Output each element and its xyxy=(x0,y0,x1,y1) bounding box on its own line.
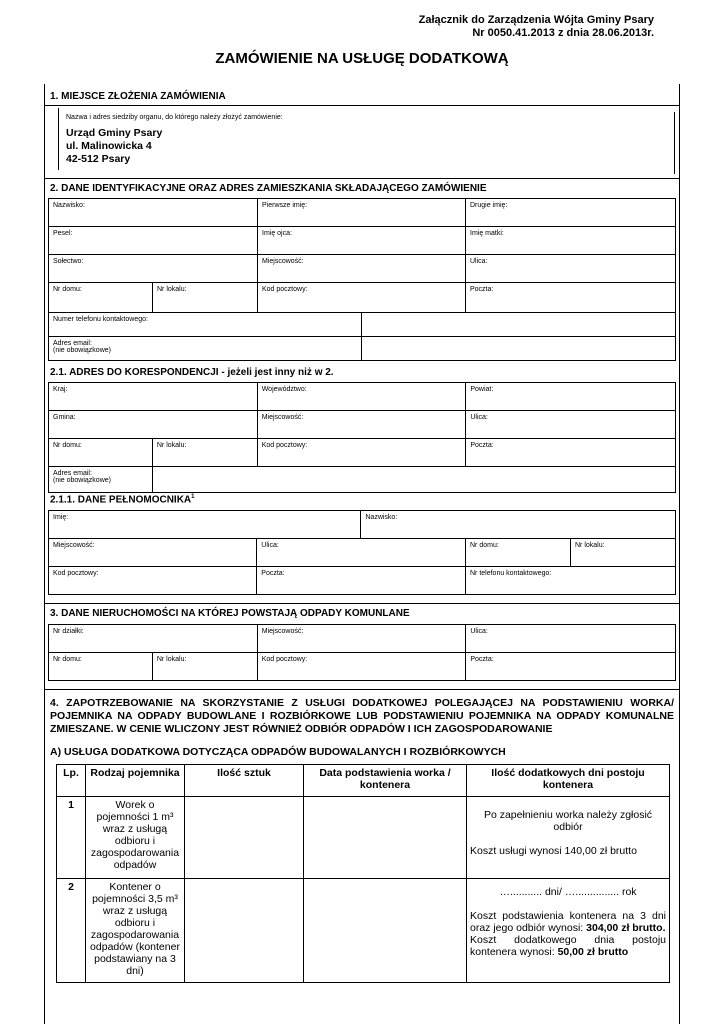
office-name: Urząd Gminy Psary xyxy=(66,127,163,139)
field-label: Gmina: xyxy=(53,414,76,421)
section-4a-title: A) USŁUGA DODATKOWA DOTYCZĄCA ODPADÓW BUDOWALANYCH I ROZBIÓRKOWYCH xyxy=(50,746,506,758)
field-ulica[interactable] xyxy=(466,625,676,653)
label-email xyxy=(49,337,362,361)
field-label: Województwo: xyxy=(261,386,307,393)
field-solectwo[interactable] xyxy=(49,255,258,283)
divider xyxy=(44,689,679,690)
field-label: Kod pocztowy: xyxy=(261,656,308,663)
field-label: Nazwisko: xyxy=(53,202,85,209)
divider xyxy=(44,178,679,179)
field-label: Miejscowość: xyxy=(261,628,304,635)
attachment-line-2: Nr 0050.41.2013 z dnia 28.06.2013r. xyxy=(472,27,654,39)
field-poczta[interactable] xyxy=(466,439,676,467)
field-label: Ulica: xyxy=(470,414,488,421)
field-label: Poczta: xyxy=(470,656,494,663)
section-3-title: 3. DANE NIERUCHOMOŚCI NA KTÓREJ POWSTAJĄ ODPADY KOMUNLANE xyxy=(50,608,410,619)
field-drugie-imie[interactable] xyxy=(466,199,676,227)
field-pierwsze-imie[interactable] xyxy=(258,199,466,227)
divider xyxy=(44,603,679,604)
field-label: Miejscowość: xyxy=(262,258,304,265)
label-email xyxy=(49,467,153,493)
field-label: Nr domu: xyxy=(53,656,82,663)
field-label: Pesel: xyxy=(53,230,73,237)
row-cost-1 xyxy=(470,910,666,934)
field-label: Nazwisko: xyxy=(365,514,398,521)
field-label: Imię: xyxy=(53,514,69,521)
field-label: Kod pocztowy: xyxy=(262,286,308,293)
field-label: (nie obowiązkowe) xyxy=(53,347,111,354)
section-1-hint: Nazwa i adres siedziby organu, do którego należy złożyć zamówienie: xyxy=(66,114,283,121)
input-data[interactable] xyxy=(304,879,467,983)
cost-value: 50,00 zł brutto xyxy=(557,946,629,958)
field-label: Miejscowość: xyxy=(261,414,304,421)
correspondence-table xyxy=(48,382,676,493)
field-email[interactable] xyxy=(362,337,676,361)
cost-value: 304,00 zł brutto. xyxy=(586,922,666,934)
footnote-mark: 1 xyxy=(191,494,195,500)
page-title: ZAMÓWIENIE NA USŁUGĘ DODATKOWĄ xyxy=(215,50,509,67)
field-label: Nr domu: xyxy=(53,442,82,449)
field-telefon[interactable] xyxy=(466,567,676,595)
field-miejscowosc[interactable] xyxy=(257,411,466,439)
field-label: Poczta: xyxy=(470,442,494,449)
field-label: Imię matki: xyxy=(470,230,504,237)
field-nr-lokalu[interactable] xyxy=(152,439,257,467)
field-label: Pierwsze imię: xyxy=(262,202,308,209)
proxy-table xyxy=(48,510,676,595)
field-label: Numer telefonu kontaktowego: xyxy=(53,316,148,323)
field-label: Nr lokalu: xyxy=(156,656,187,663)
row-cost: Koszt usługi wynosi 140,00 zł brutto xyxy=(470,845,637,857)
field-label: Nr domu: xyxy=(53,286,82,293)
input-data[interactable] xyxy=(304,797,467,879)
field-label: Drugie imię: xyxy=(470,202,508,209)
office-address xyxy=(66,127,162,166)
field-label: Nr lokalu: xyxy=(575,542,605,549)
field-label: Ulica: xyxy=(470,628,488,635)
personal-data-table xyxy=(48,198,676,361)
field-label: Powiat: xyxy=(470,386,494,393)
section-2-title: 2. DANE IDENTYFIKACYJNE ORAZ ADRES ZAMIESZKANIA SKŁADAJĄCEGO ZAMÓWIENIE xyxy=(50,183,487,194)
field-poczta[interactable] xyxy=(466,283,676,313)
field-label: Poczta: xyxy=(470,286,494,293)
section-21-title: 2.1. ADRES DO KORESPONDENCJI - jeżeli jest inny niż w 2. xyxy=(50,367,334,378)
field-kraj[interactable] xyxy=(49,383,258,411)
row-rodzaj: Worek o pojemności 1 m³ wraz z usługą odbioru i zagospodarowania odpadów xyxy=(86,797,185,879)
col-dni: Ilość dodatkowych dni postoju kontenera xyxy=(467,765,670,797)
field-label: Nr działki: xyxy=(53,628,84,635)
field-nazwisko[interactable] xyxy=(49,199,258,227)
field-gmina[interactable] xyxy=(49,411,258,439)
row-lp: 1 xyxy=(57,797,86,879)
col-rodzaj: Rodzaj pojemnika xyxy=(86,765,185,797)
field-imie[interactable] xyxy=(49,511,361,539)
row-note: Po zapełnieniu worka należy zgłosić odbiór xyxy=(483,809,653,833)
field-label: Adres email: xyxy=(53,340,92,347)
col-ilosc: Ilość sztuk xyxy=(185,765,304,797)
field-label: Kraj: xyxy=(53,386,68,393)
field-imie-matki[interactable] xyxy=(466,227,676,255)
field-miejscowosc[interactable] xyxy=(49,539,257,567)
field-kod-pocztowy[interactable] xyxy=(257,439,466,467)
section-4-text: 4. ZAPOTRZEBOWANIE NA SKORZYSTANIE Z USŁUGI DODATKOWEJ POLEGAJĄCEJ NA PODSTAWIENIU WORKA/ POJEMNIKA NA ODPADY BUDOWLANE I ROZBIÓRKOWE LUB PODSTAWIENIU POJEMNIKA NA ODPADY KOMUNALNE ZMIESZANE. W CENIE WLICZONY JEST RÓWNIEŻ ODBIÓR ODPADÓW I ICH ZAGOSPODAROWANIE xyxy=(50,697,674,735)
field-label: Nr lokalu: xyxy=(157,286,187,293)
field-powiat[interactable] xyxy=(466,383,676,411)
attachment-note xyxy=(419,14,654,40)
field-label: Adres email: xyxy=(53,470,92,477)
attachment-line-1: Załącznik do Zarządzenia Wójta Gminy Psary xyxy=(418,14,654,26)
field-miejscowosc[interactable] xyxy=(257,625,466,653)
field-label: Kod pocztowy: xyxy=(261,442,308,449)
field-kod-pocztowy[interactable] xyxy=(49,567,257,595)
field-label: Ulica: xyxy=(470,258,488,265)
section-211-title xyxy=(50,494,194,505)
field-label: (nie obowiązkowe) xyxy=(53,477,111,484)
field-label: Sołectwo: xyxy=(53,258,84,265)
field-poczta[interactable] xyxy=(257,567,466,595)
field-ulica[interactable] xyxy=(466,411,676,439)
field-label: Nr domu: xyxy=(470,542,499,549)
input-ilosc[interactable] xyxy=(185,797,304,879)
cost-text: Koszt dodatkowego dnia postoju kontenera wynosi: xyxy=(470,934,666,958)
field-telefon[interactable] xyxy=(362,313,676,337)
field-pesel[interactable] xyxy=(49,227,258,255)
divider xyxy=(674,112,675,174)
cost-text: Koszt podstawienia kontenera na 3 dni oraz jego odbiór wynosi: xyxy=(470,910,666,934)
field-ulica[interactable] xyxy=(466,255,676,283)
field-label: Imię ojca: xyxy=(262,230,292,237)
input-ilosc[interactable] xyxy=(185,879,304,983)
field-ulica[interactable] xyxy=(257,539,466,567)
field-nr-lokalu[interactable] xyxy=(571,539,676,567)
field-kod-pocztowy[interactable] xyxy=(257,653,466,681)
field-label: Miejscowość: xyxy=(53,542,95,549)
field-imie-ojca[interactable] xyxy=(258,227,466,255)
office-city: 42-512 Psary xyxy=(66,153,131,165)
field-email[interactable] xyxy=(152,467,675,493)
field-nr-domu[interactable] xyxy=(49,283,153,313)
days-input[interactable]: …........... dni/ …............... rok xyxy=(499,886,637,898)
field-nr-dzialki[interactable] xyxy=(49,625,258,653)
table-row xyxy=(57,879,670,983)
section-211-title-text: 2.1.1. DANE PEŁNOMOCNIKA xyxy=(50,494,192,506)
row-info xyxy=(467,797,670,879)
field-label: Nr lokalu: xyxy=(156,442,187,449)
order-table xyxy=(56,764,670,983)
divider xyxy=(44,105,679,106)
field-nr-lokalu[interactable] xyxy=(153,283,258,313)
field-nr-domu[interactable] xyxy=(49,653,153,681)
field-nr-domu[interactable] xyxy=(49,439,153,467)
col-data: Data podstawienia worka / kontenera xyxy=(304,765,467,797)
row-rodzaj: Kontener o pojemności 3,5 m³ wraz z usługą odbioru i zagospodarowania odpadów (kontener podstawiany na 3 dni) xyxy=(86,879,185,983)
field-nazwisko[interactable] xyxy=(361,511,676,539)
row-info xyxy=(467,879,670,983)
field-nr-domu[interactable] xyxy=(466,539,571,567)
row-cost-2 xyxy=(470,934,666,958)
field-label: Poczta: xyxy=(261,570,285,577)
field-label: Nr telefonu kontaktowego: xyxy=(470,570,552,577)
field-label: Kod pocztowy: xyxy=(53,570,99,577)
field-poczta[interactable] xyxy=(466,653,676,681)
label-telefon xyxy=(49,313,362,337)
col-lp: Lp. xyxy=(57,765,86,797)
office-street: ul. Malinowicka 4 xyxy=(66,140,152,152)
field-label: Ulica: xyxy=(261,542,279,549)
field-nr-lokalu[interactable] xyxy=(152,653,257,681)
divider xyxy=(58,108,59,170)
field-kod-pocztowy[interactable] xyxy=(258,283,466,313)
row-lp: 2 xyxy=(57,879,86,983)
property-table xyxy=(48,624,676,681)
field-miejscowosc[interactable] xyxy=(258,255,466,283)
field-wojewodztwo[interactable] xyxy=(257,383,466,411)
table-row xyxy=(57,797,670,879)
section-1-title: 1. MIEJSCE ZŁOŻENIA ZAMÓWIENIA xyxy=(50,91,226,102)
